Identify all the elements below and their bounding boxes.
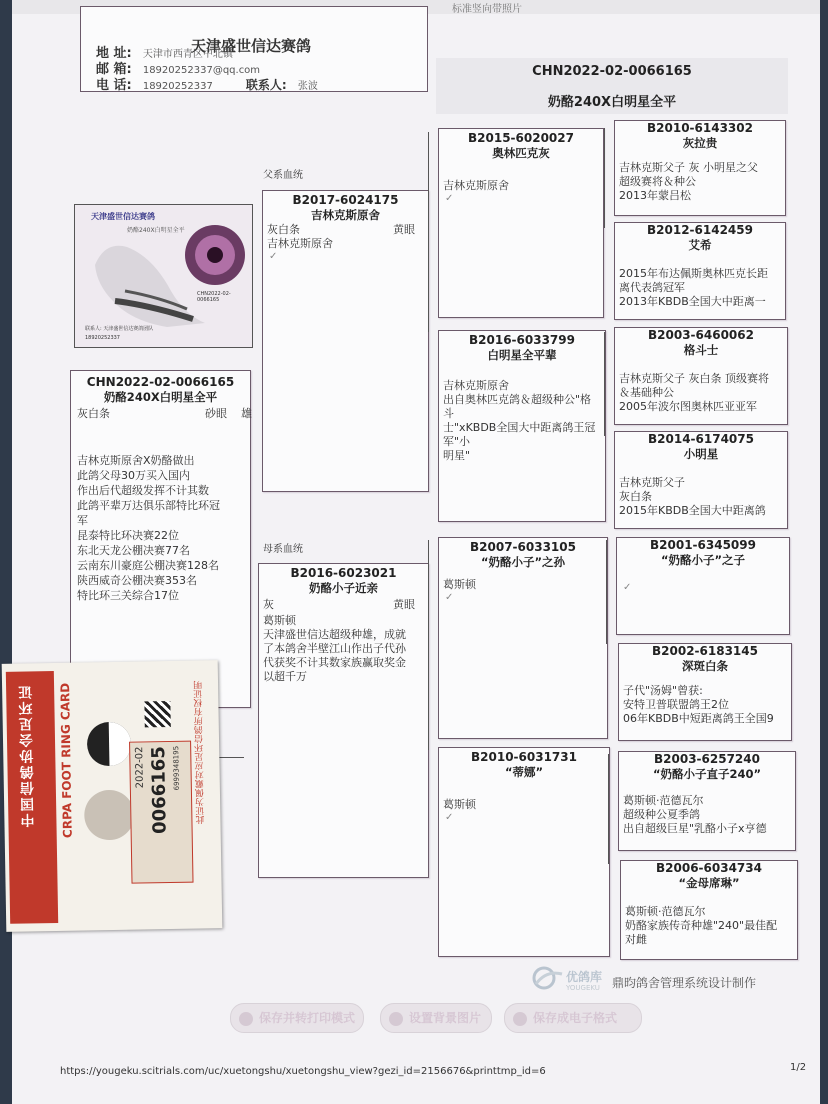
gen4-note: 2005年波尔图奥林匹亚亚军 xyxy=(619,400,757,413)
gen4-box-7 xyxy=(618,751,796,851)
gen3-note: 吉林克斯原舍 xyxy=(443,179,509,192)
dam-note: 以超千万 xyxy=(263,670,307,683)
gen3-name: 白明星全平辈 xyxy=(487,348,557,362)
brand-sub: YOUGEKU xyxy=(566,984,600,992)
photo-ring: CHN2022-02-0066165 xyxy=(197,291,231,303)
gen4-note: 葛斯顿·范德瓦尔 xyxy=(625,905,706,918)
save-icon xyxy=(513,1012,527,1026)
ring-card xyxy=(2,660,223,932)
address-label: 地 址: xyxy=(96,46,132,61)
gen4-note: 2013年KBDB全国大中距离一 xyxy=(619,295,766,308)
gen4-note: 安特卫普联盟鸽王2位 xyxy=(623,698,729,711)
gen4-note: 吉林克斯父子 xyxy=(619,476,685,489)
bird-photo xyxy=(74,204,253,348)
photo-title: 天津盛世信达赛鸽 xyxy=(91,212,155,221)
gen4-note: 对雌 xyxy=(625,933,647,946)
dam-color: 灰 xyxy=(263,598,274,611)
granddam-paternal-box xyxy=(438,330,606,522)
connector-line xyxy=(428,540,429,750)
photo-caption: 奶酪240X白明星全平 xyxy=(127,227,185,234)
gen4-note: 灰白条 xyxy=(619,490,652,503)
photo-contact: 联系人: 天津盛世信达赛鸽团队 xyxy=(85,326,154,332)
gen3-ring: B2015-6020027 xyxy=(468,131,574,145)
page-number: 1/2 xyxy=(790,1062,807,1073)
subject-name: 奶酪240X白明星全平 xyxy=(103,390,218,404)
sire-name: 吉林克斯原舍 xyxy=(311,208,380,222)
grandsire-paternal-box xyxy=(438,128,604,318)
phone-value: 18920252337 xyxy=(142,81,213,92)
subject-ring: CHN2022-02-0066165 xyxy=(86,375,235,389)
page-url: https://yougeku.scitrials.com/uc/xuetongshu/xuetongshu_view?gezi_id=2156676&printtmp_id=6 xyxy=(60,1066,546,1077)
top-note: 标准竖向带照片 xyxy=(452,4,522,15)
email-value: 18920252337@qq.com xyxy=(142,65,261,76)
dam-box xyxy=(258,563,429,878)
grandsire-maternal-box xyxy=(438,537,608,739)
check-icon: ✓ xyxy=(445,592,454,603)
gen4-name: 格斗士 xyxy=(683,343,719,357)
ring-card-number: 0066165 xyxy=(148,745,171,835)
subject-note: 作出后代超级发挥不计其数 xyxy=(77,484,209,497)
gen3-note: 葛斯顿 xyxy=(443,578,476,591)
gen4-name: “奶酪小子直子240” xyxy=(652,767,762,781)
gen3-note: 葛斯顿 xyxy=(443,798,476,811)
subject-box xyxy=(70,370,251,708)
qr-code-icon xyxy=(144,701,170,727)
dam-note: 了本鸽舍半壁江山作出子代孙 xyxy=(263,642,406,655)
ring-card-title-en: CRPA FOOT RING CARD xyxy=(58,682,75,839)
dam-section-label: 母系血统 xyxy=(263,544,303,555)
dam-notes xyxy=(263,614,424,684)
subject-sex: 雄 xyxy=(241,407,252,420)
gen3-name: 奥林匹克灰 xyxy=(492,146,550,160)
gen4-note: 2015年KBDB全国大中距离鸽 xyxy=(619,504,766,517)
brand-name: 优鸽库 xyxy=(566,970,603,984)
ring-card-title-cn: 中国信鸽协会足环证 xyxy=(18,683,37,828)
subject-header-name: 奶酪240X白明星全平 xyxy=(547,95,677,110)
gen4-note: 超级赛将＆种公 xyxy=(619,175,696,188)
gen4-note: 出自超级巨星"乳酪小子x亨德 xyxy=(623,822,767,835)
set-background-button[interactable] xyxy=(380,1003,492,1033)
gen3-ring: B2016-6033799 xyxy=(469,333,575,347)
gen3-note: 军"小 xyxy=(443,435,471,448)
subject-eye: 砂眼 xyxy=(205,407,227,420)
granddam-maternal-box xyxy=(438,747,610,957)
address-value: 天津市西青区中北镇 xyxy=(142,49,233,60)
email-label: 邮 箱: xyxy=(96,62,132,77)
check-icon: ✓ xyxy=(445,812,454,823)
gen4-ring: B2014-6174075 xyxy=(648,432,754,446)
gen4-name: 灰拉贵 xyxy=(682,136,718,150)
subject-header-ring: CHN2022-02-0066165 xyxy=(532,64,692,79)
sire-box xyxy=(262,190,429,492)
subject-note: 此鸽平辈万达俱乐部特比环冠 xyxy=(77,499,220,512)
sire-section-label: 父系血统 xyxy=(263,170,303,181)
gen4-note: 离代表鸽冠军 xyxy=(619,281,685,294)
check-icon: ✓ xyxy=(445,193,454,204)
subject-note: 东北天龙公棚决赛77名 xyxy=(77,544,190,557)
contact-value: 张波 xyxy=(297,81,318,92)
subject-note: 吉林克斯原舍X奶酪做出 xyxy=(77,454,195,467)
phone-row xyxy=(96,74,318,93)
gen4-name: 小明星 xyxy=(683,447,719,461)
gen4-box-1 xyxy=(614,120,786,216)
connector-line xyxy=(606,540,607,644)
gen4-name: “奶酪小子”之子 xyxy=(660,553,746,567)
check-icon: ✓ xyxy=(623,582,632,593)
subject-note: 云南东川豪庭公棚决赛128名 xyxy=(77,559,219,572)
ring-card-serial: 6999348195 xyxy=(172,745,181,791)
ring-card-warning: 此证为佩戴对应足环信鸽所有权证明 xyxy=(193,680,207,825)
subject-notes xyxy=(77,453,244,603)
gen4-note: 葛斯顿·范德瓦尔 xyxy=(623,794,704,807)
set-background-label: 设置背景图片 xyxy=(409,1011,482,1025)
gen4-note: 06年KBDB中短距离鸽王全国9 xyxy=(623,712,774,725)
print-icon xyxy=(239,1012,253,1026)
subject-note: 此鸽父母30万买入国内 xyxy=(77,469,190,482)
contact-label: 联系人: xyxy=(245,78,287,92)
emblem-icon xyxy=(84,790,135,841)
gen4-ring: B2006-6034734 xyxy=(656,861,762,875)
gen3-notes xyxy=(443,379,601,463)
gen4-ring: B2001-6345099 xyxy=(650,538,756,552)
ring-number-box xyxy=(129,741,193,884)
dam-note: 代获奖不计其数家族赢取奖金 xyxy=(263,656,406,669)
save-print-button[interactable] xyxy=(230,1003,364,1033)
subject-note: 昆泰特比环决赛22位 xyxy=(77,529,179,542)
gen4-note: 吉林克斯父子 灰白条 顶级赛将 xyxy=(619,372,769,385)
dam-note: 天津盛世信达超级种雄，成就 xyxy=(263,628,406,641)
gen4-note: ＆基础种公 xyxy=(619,386,674,399)
gen4-ring: B2012-6142459 xyxy=(647,223,753,237)
gen4-note: 奶酪家族传奇种雄"240"最佳配 xyxy=(625,919,778,932)
phone-label: 电 话: xyxy=(96,78,132,93)
subject-note: 军 xyxy=(77,514,88,527)
dam-ring: B2016-6023021 xyxy=(290,566,397,580)
sire-color: 灰白条 xyxy=(267,223,300,236)
gen4-box-3 xyxy=(614,327,788,425)
connector-line xyxy=(604,332,605,436)
dam-eye: 黄眼 xyxy=(393,598,415,611)
gen4-box-6 xyxy=(618,643,792,741)
gen3-ring: B2007-6033105 xyxy=(470,540,576,554)
dam-name: 奶酪小子近亲 xyxy=(309,581,378,595)
gen4-note: 2013年蒙吕松 xyxy=(619,189,691,202)
sire-note: 吉林克斯原舍 xyxy=(267,237,333,250)
gen3-note: 吉林克斯原舍 xyxy=(443,379,509,392)
farm-name: 天津盛世信达赛鸽 xyxy=(190,37,311,55)
subject-note: 陕西威奇公棚决赛353名 xyxy=(77,574,197,587)
gen4-ring: B2003-6460062 xyxy=(648,328,754,342)
gen3-ring: B2010-6031731 xyxy=(471,750,577,764)
gen3-note: 明星" xyxy=(443,449,471,462)
check-icon: ✓ xyxy=(269,251,278,262)
gen4-box-5 xyxy=(616,537,790,635)
connector-line xyxy=(428,132,429,332)
save-electronic-label: 保存成电子格式 xyxy=(533,1011,618,1025)
image-icon xyxy=(389,1012,403,1026)
gen3-name: “蒂娜” xyxy=(504,765,544,779)
sire-eye: 黄眼 xyxy=(393,223,415,236)
photo-phone: 18920252337 xyxy=(85,335,120,341)
subject-color: 灰白条 xyxy=(77,407,110,420)
gen4-ring: B2002-6183145 xyxy=(652,644,758,658)
subject-note: 特比环三关综合17位 xyxy=(77,589,179,602)
dam-note: 葛斯顿 xyxy=(263,614,296,627)
gen4-note: 2015年布达佩斯奥林匹克长距 xyxy=(619,267,768,280)
gen4-box-2 xyxy=(614,222,786,320)
gen4-name: 深斑白条 xyxy=(682,659,728,673)
save-print-label: 保存并转打印模式 xyxy=(259,1011,356,1025)
subject-header xyxy=(436,58,788,114)
gen4-note: 吉林克斯父子 灰 小明星之父 xyxy=(619,161,758,174)
gen3-note: 士"xKBDB全国大中距离鸽王冠 xyxy=(443,421,596,434)
ring-card-year: 2022-02 xyxy=(134,746,146,789)
gen4-name: 艾希 xyxy=(688,238,712,252)
gen3-name: “奶酪小子”之孙 xyxy=(480,555,566,569)
gen4-ring: B2003-6257240 xyxy=(654,752,760,766)
sire-ring: B2017-6024175 xyxy=(292,193,399,207)
gen4-note: 超级种公夏季鸽 xyxy=(623,808,700,821)
gen3-note: 出自奥林匹克鸽＆超级种公"格 xyxy=(443,393,592,406)
gen4-box-8 xyxy=(620,860,798,960)
save-electronic-button[interactable] xyxy=(504,1003,642,1033)
gen3-note: 斗 xyxy=(443,407,454,420)
connector-line xyxy=(604,128,605,228)
gen4-name: “金母席琳” xyxy=(678,876,740,890)
connector-line xyxy=(608,754,609,864)
yin-yang-logo-icon xyxy=(87,722,132,767)
gen4-ring: B2010-6143302 xyxy=(647,121,753,135)
credit-text: 鼎昀鸽舍管理系统设计制作 xyxy=(612,976,757,990)
gen4-box-4 xyxy=(614,431,788,529)
gen4-note: 子代"汤姆"曾获: xyxy=(623,684,703,697)
